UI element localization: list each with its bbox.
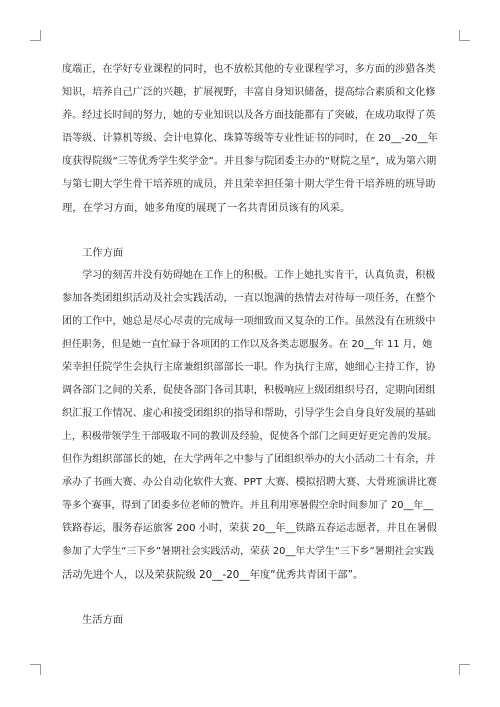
text-line: 度端正，在学好专业课程的同时，也不放松其他的专业课程学习，多方面的涉猎各类 [62, 64, 436, 75]
crop-mark-bottom-right [459, 664, 470, 675]
text-line: 语等级、计算机等级、会计电算化、珠算等级等专业性证书的同时，在 20__-20__年 [62, 133, 438, 144]
text-line: 与第七期大学生骨干培养班的成员，并且荣幸担任第十期大学生骨干培养班的班导助 [62, 179, 436, 190]
text-line: 养。经过长时间的努力，她的专业知识以及各方面技能都有了突破，在成功取得了英 [62, 110, 436, 121]
text-line: 团的工作中，她总是尽心尽责的完成每一项细致而又复杂的工作。虽然没有在班级中 [62, 316, 436, 327]
text-line: 活动先进个人，以及荣获院级 20__-20__年度“优秀共青团干部”。 [62, 569, 364, 581]
text-line: 上，积极带领学生干部吸取不同的教训及经验，促使各个部门之间更好更完善的发展。 [62, 431, 438, 442]
section-heading-life: 生活方面 [82, 614, 124, 626]
crop-mark-top-right [459, 30, 470, 41]
crop-mark-top-left [30, 30, 41, 41]
text-line: 荣幸担任院学生会执行主席兼组织部部长一职。作为执行主席，她细心主持工作，协 [62, 362, 436, 373]
text-line: 参加各类团组织活动及社会实践活动，一直以饱满的热情去对待每一项任务，在整个 [62, 293, 436, 304]
text-line: 度获得院级“三等优秀学生奖学金”。并且参与院团委主办的“财院之星”，成为第六期 [62, 156, 437, 167]
text-line: 承办了书画大赛、办公自动化软件大赛、PPT 大赛、模拟招聘大赛、大骨班演讲比赛 [62, 477, 437, 488]
text-line: 织汇报工作情况、虚心和接受团组织的指导和帮助，引导学生会自身良好发展的基础 [62, 408, 436, 419]
text-line: 铁路春运，服务春运旅客 200 小时，荣获 20__年__铁路五春运志愿者，并且在暑假 [62, 523, 437, 534]
text-line: 知识，培养自己广泛的兴趣，扩展视野，丰富自身知识储备，提高综合素质和文化修 [62, 87, 436, 98]
text-line: 学习的刻苦并没有妨碍她在工作上的积极。工作上她扎实肯干，认真负责，积极 [82, 270, 436, 281]
text-line: 等多个赛事，得到了团委多位老师的赞许。并且利用寒暑假空余时间参加了 20__年__ [62, 500, 434, 511]
text-line: 但作为组织部部长的她，在大学两年之中参与了团组织举办的大小活动二十有余，并 [62, 454, 436, 465]
text-line: 参加了大学生“三下乡”暑期社会实践活动，荣获 20__年大学生“三下乡”暑期社会实践 [62, 546, 434, 557]
text-line: 调各部门之间的关系，促使各部门各司其职，积极响应上级团组织号召，定期向团组 [62, 385, 436, 396]
section-heading-work: 工作方面 [82, 247, 124, 259]
text-line: 担任职务，但是她一直忙碌于各项团的工作以及各类志愿服务。在 20__年 11 月，她 [62, 339, 433, 350]
text-line: 理，在学习方面，她多角度的展现了一名共青团员该有的风采。 [62, 202, 351, 214]
crop-mark-bottom-left [30, 664, 41, 675]
